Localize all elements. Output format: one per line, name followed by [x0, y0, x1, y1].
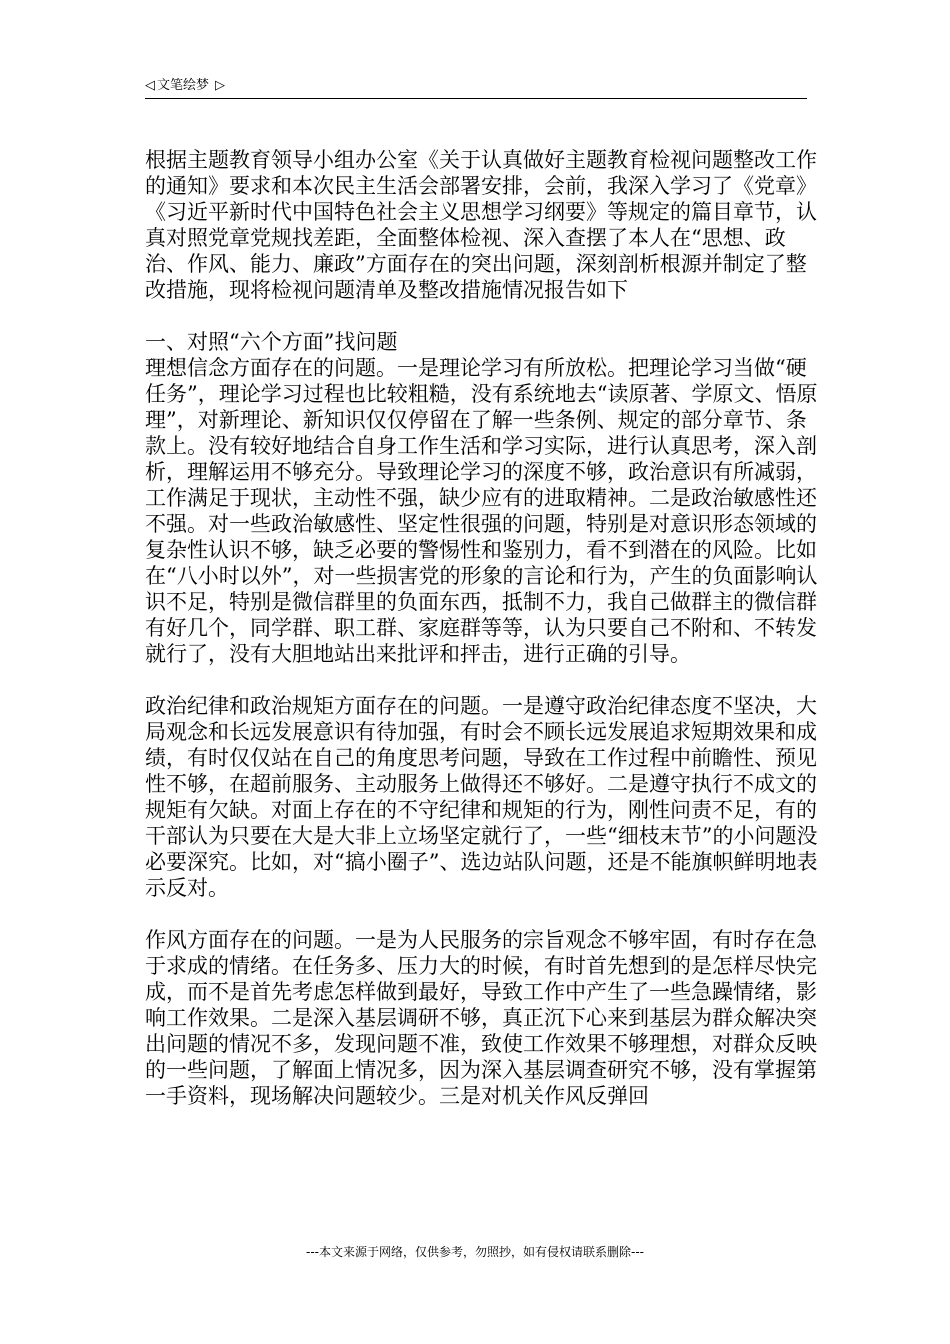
- paragraph-gap: [145, 901, 820, 927]
- paragraph-ideals: 理想信念方面存在的问题。一是理论学习有所放松。把理论学习当做“硬任务”，理论学习过程也比较粗糙，没有系统地去“读原著、学原文、悟原理”，对新理论、新知识仅仅停留在了解一些条例、规定的部分章节、条款上。没有较好地结合自身工作生活和学习实际，进行认真思考，深入剖析，理解运用不够充分。导致理论学习的深度不够，政治意识有所减弱，工作满足于现状，主动性不强，缺少应有的进取精神。二是政治敏感性还不强。对一些政治敏感性、坚定性很强的问题，特别是对意识形态领域的复杂性认识不够，缺乏必要的警惕性和鉴别力，看不到潜在的风险。比如在“八小时以外”，对一些损害党的形象的言论和行为，产生的负面影响认识不足，特别是微信群里的负面东西，抵制不力，我自己做群主的微信群有好几个，同学群、职工群、家庭群等等，认为只要自己不附和、不转发就行了，没有大胆地站出来批评和抨击，进行正确的引导。: [145, 356, 818, 666]
- paragraph-gap: [145, 303, 820, 329]
- intro-paragraph: 根据主题教育领导小组办公室《关于认真做好主题教育检视问题整改工作的通知》要求和本次民主生活会部署安排，会前，我深入学习了《党章》《习近平新时代中国特色社会主义思想学习纲要》等规定的篇目章节，认真对照党章党规找差距，全面整体检视、深入查摆了本人在“思想、政治、作风、能力、廉政”方面存在的突出问题，深刻剖析根源并制定了整改措施，现将检视问题清单及整改措施情况报告如下: [145, 148, 817, 302]
- paragraph-gap: [145, 667, 820, 693]
- right-triangle-icon: ▷: [215, 78, 226, 93]
- paragraph-style: 作风方面存在的问题。一是为人民服务的宗旨观念不够牢固，有时存在急于求成的情绪。在任务多、压力大的时候，有时首先想到的是怎样尽快完成，而不是首先考虑怎样做到最好，导致工作中产生了一些急躁情绪，影响工作效果。二是深入基层调研不够，真正沉下心来到基层为群众解决突出问题的情况不多，发现问题不准，致使工作效果不够理想，对群众反映的一些问题，了解面上情况多，因为深入基层调查研究不够，没有掌握第一手资料，现场解决问题较少。三是对机关作风反弹回: [145, 928, 817, 1108]
- paragraph-discipline: 政治纪律和政治规矩方面存在的问题。一是遵守政治纪律态度不坚决，大局观念和长远发展意识有待加强，有时会不顾长远发展追求短期效果和成绩，有时仅仅站在自己的角度思考问题，导致在工作过程中前瞻性、预见性不够，在超前服务、主动服务上做得还不够好。二是遵守执行不成文的规矩有欠缺。对面上存在的不守纪律和规矩的行为，刚性问责不足，有的干部认为只要在大是大非上立场坚定就行了，一些“细枝末节”的小问题没必要深究。比如，对“搞小圈子”、选边站队问题，还是不能旗帜鲜明地表示反对。: [145, 694, 818, 900]
- left-triangle-icon: ◁: [145, 78, 155, 93]
- page-header: [145, 74, 807, 99]
- section-heading: 一、对照“六个方面”找问题: [145, 330, 398, 354]
- document-body: [145, 147, 820, 1109]
- header-brand: 文笔绘梦: [157, 78, 210, 93]
- footer-disclaimer: ---本文来源于网络，仅供参考，勿照抄，如有侵权请联系删除---: [306, 1245, 644, 1259]
